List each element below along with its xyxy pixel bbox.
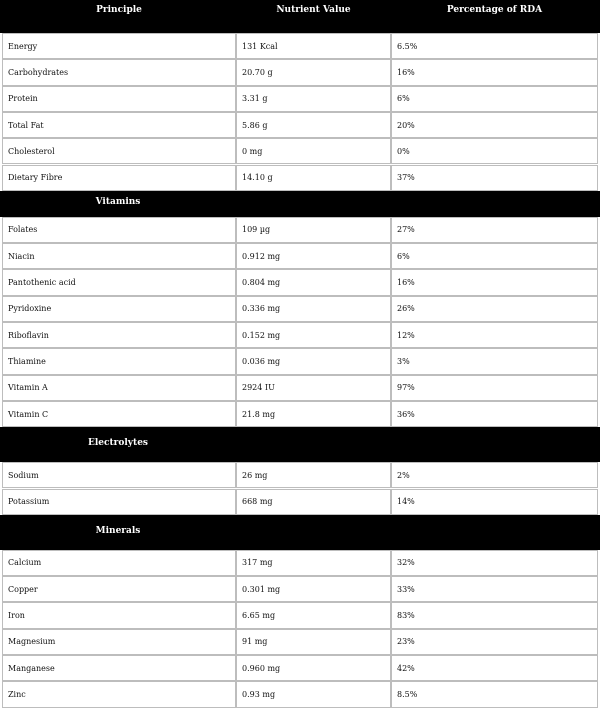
cell-nutrient-value: 2924 IU (236, 375, 391, 401)
cell-percentage-rda: 16% (391, 269, 598, 295)
table-row (0, 112, 600, 138)
cell-nutrient-value: 668 mg (236, 489, 391, 515)
cell-nutrient-name: Calcium (2, 550, 236, 576)
cell-percentage-rda: 3% (391, 348, 598, 374)
cell-nutrient-name: Iron (2, 602, 236, 628)
cell-nutrient-name: Vitamin A (2, 375, 236, 401)
cell-nutrient-value: 14.10 g (236, 165, 391, 191)
table-row (0, 375, 600, 401)
table-row (0, 602, 600, 628)
cell-nutrient-name: Energy (2, 33, 236, 59)
cell-nutrient-value: 109 µg (236, 217, 391, 243)
cell-nutrient-value: 0.336 mg (236, 296, 391, 322)
cell-nutrient-value: 0.301 mg (236, 576, 391, 602)
cell-percentage-rda: 12% (391, 322, 598, 348)
cell-nutrient-name: Sodium (2, 462, 236, 488)
section-title: Vitamins (95, 196, 141, 207)
cell-percentage-rda: 97% (391, 375, 598, 401)
table-row (0, 550, 600, 576)
section-title: Minerals (95, 525, 141, 536)
cell-percentage-rda: 6.5% (391, 33, 598, 59)
cell-nutrient-value: 5.86 g (236, 112, 391, 138)
table-row (0, 86, 600, 112)
cell-nutrient-value: 26 mg (236, 462, 391, 488)
cell-percentage-rda: 2% (391, 462, 598, 488)
table-row (0, 59, 600, 85)
table-row (0, 296, 600, 322)
table-row (0, 322, 600, 348)
cell-nutrient-value: 0.036 mg (236, 348, 391, 374)
cell-nutrient-name: Folates (2, 217, 236, 243)
cell-percentage-rda: 37% (391, 165, 598, 191)
cell-nutrient-value: 131 Kcal (236, 33, 391, 59)
cell-percentage-rda: 14% (391, 489, 598, 515)
header-nutrient-value: Nutrient Value (276, 5, 351, 15)
table-row (0, 269, 600, 295)
cell-nutrient-value: 0.93 mg (236, 681, 391, 707)
cell-nutrient-value: 0.912 mg (236, 243, 391, 269)
table-row (0, 33, 600, 59)
cell-nutrient-name: Thiamine (2, 348, 236, 374)
table-row (0, 681, 600, 707)
cell-percentage-rda: 8.5% (391, 681, 598, 707)
table-row (0, 576, 600, 602)
cell-nutrient-name: Cholesterol (2, 138, 236, 164)
cell-nutrient-value: 0.152 mg (236, 322, 391, 348)
cell-nutrient-value: 91 mg (236, 629, 391, 655)
cell-percentage-rda: 23% (391, 629, 598, 655)
cell-percentage-rda: 36% (391, 401, 598, 427)
cell-nutrient-value: 21.8 mg (236, 401, 391, 427)
table-row (0, 217, 600, 243)
cell-nutrient-name: Pantothenic acid (2, 269, 236, 295)
table-row (0, 348, 600, 374)
cell-nutrient-value: 3.31 g (236, 86, 391, 112)
table-row (0, 655, 600, 681)
cell-nutrient-name: Zinc (2, 681, 236, 707)
table-row (0, 401, 600, 427)
cell-percentage-rda: 0% (391, 138, 598, 164)
cell-nutrient-name: Riboflavin (2, 322, 236, 348)
table-header (0, 0, 600, 33)
section-header-vitamins (0, 191, 600, 217)
cell-nutrient-name: Vitamin C (2, 401, 236, 427)
section-header-minerals (0, 515, 600, 550)
table-row (0, 165, 600, 191)
cell-percentage-rda: 16% (391, 59, 598, 85)
table-row (0, 489, 600, 515)
cell-nutrient-value: 0.960 mg (236, 655, 391, 681)
cell-nutrient-name: Niacin (2, 243, 236, 269)
cell-percentage-rda: 42% (391, 655, 598, 681)
cell-percentage-rda: 32% (391, 550, 598, 576)
header-percentage-rda: Percentage of RDA (446, 5, 543, 15)
table-row (0, 138, 600, 164)
cell-nutrient-name: Manganese (2, 655, 236, 681)
cell-nutrient-name: Dietary Fibre (2, 165, 236, 191)
cell-nutrient-value: 6.65 mg (236, 602, 391, 628)
section-title: Electrolytes (88, 438, 148, 449)
cell-nutrient-value: 20.70 g (236, 59, 391, 85)
cell-nutrient-name: Pyridoxine (2, 296, 236, 322)
section-header-electrolytes (0, 427, 600, 462)
header-principle: Principle (96, 5, 142, 15)
cell-nutrient-name: Potassium (2, 489, 236, 515)
cell-percentage-rda: 83% (391, 602, 598, 628)
cell-nutrient-value: 0 mg (236, 138, 391, 164)
cell-percentage-rda: 33% (391, 576, 598, 602)
cell-nutrient-name: Copper (2, 576, 236, 602)
cell-percentage-rda: 27% (391, 217, 598, 243)
cell-nutrient-name: Total Fat (2, 112, 236, 138)
cell-nutrient-name: Protein (2, 86, 236, 112)
table-row (0, 629, 600, 655)
cell-nutrient-name: Magnesium (2, 629, 236, 655)
table-row (0, 462, 600, 488)
table-row (0, 243, 600, 269)
cell-percentage-rda: 6% (391, 243, 598, 269)
cell-nutrient-name: Carbohydrates (2, 59, 236, 85)
cell-percentage-rda: 26% (391, 296, 598, 322)
cell-percentage-rda: 20% (391, 112, 598, 138)
cell-percentage-rda: 6% (391, 86, 598, 112)
cell-nutrient-value: 317 mg (236, 550, 391, 576)
cell-nutrient-value: 0.804 mg (236, 269, 391, 295)
